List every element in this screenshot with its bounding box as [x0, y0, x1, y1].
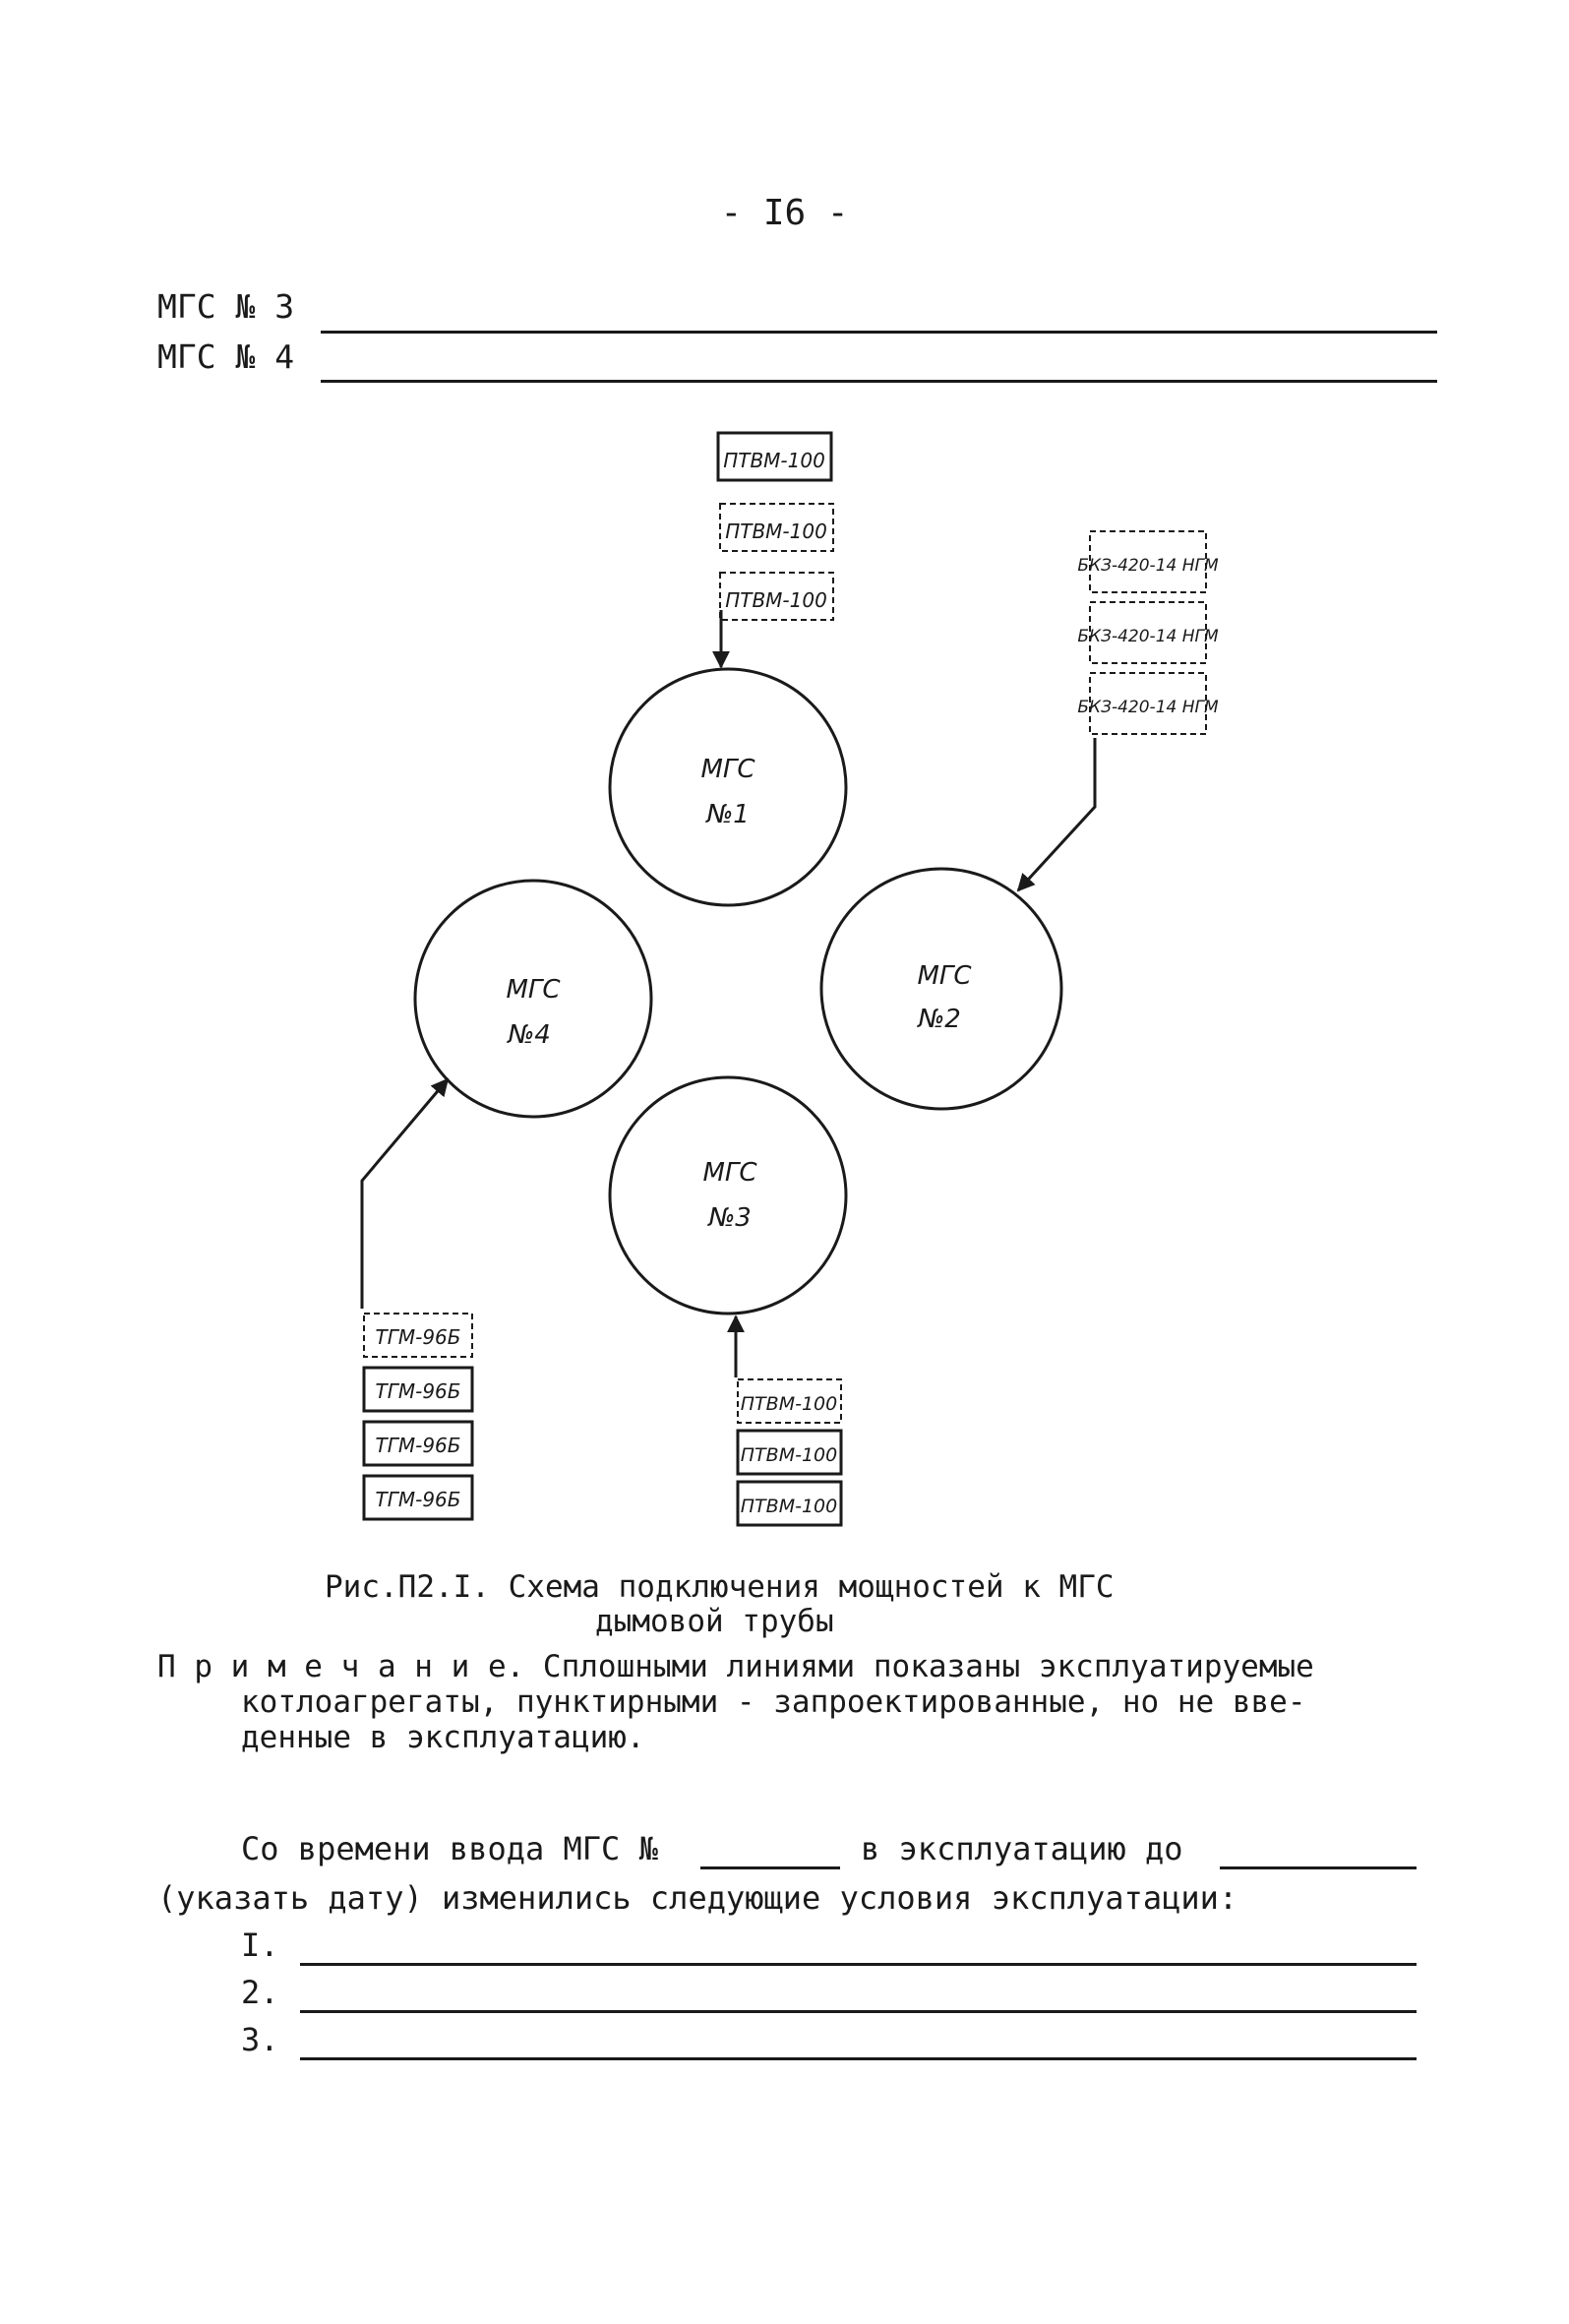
condition-item-3-number: 3.	[241, 2021, 279, 2058]
form-line2: (указать дату) изменились следующие условия эксплуатации:	[157, 1879, 1238, 1917]
station-mgs-3-number: №3	[708, 1203, 752, 1233]
boiler-label: ПТВМ-100	[740, 1393, 838, 1415]
figure-caption-line1: Рис.П2.I. Схема подключения мощностей к МГС	[325, 1569, 1115, 1605]
boiler-label: ТГМ-96Б	[375, 1379, 461, 1403]
header-field-label-mgs4: МГС № 4	[157, 337, 295, 376]
condition-item-2-number: 2.	[241, 1974, 279, 2011]
boiler-group-top	[718, 433, 833, 620]
mgs-number-field[interactable]	[700, 1866, 840, 1869]
station-mgs-4-number: №4	[508, 1020, 551, 1050]
boiler-label: ПТВМ-100	[740, 1496, 838, 1517]
boiler-label: ПТВМ-100	[725, 588, 827, 612]
date-field[interactable]	[1220, 1866, 1417, 1869]
condition-item-2-field[interactable]	[300, 2010, 1417, 2013]
station-mgs-2	[821, 869, 1061, 1109]
station-mgs-3	[610, 1077, 846, 1314]
boiler-group-right	[1077, 531, 1219, 734]
boiler-label: ПТВМ-100	[740, 1444, 838, 1466]
station-mgs-4-name: МГС	[506, 975, 561, 1005]
header-field-label-mgs3: МГС № 3	[157, 287, 295, 326]
boiler-label: БКЗ-420-14 НГМ	[1077, 556, 1219, 576]
boiler-label: ПТВМ-100	[725, 520, 827, 543]
note-line1: П р и м е ч а н и е. Сплошными линиями показаны эксплуатируемые	[157, 1649, 1314, 1684]
form-intro-start: Со времени ввода МГС №	[241, 1830, 658, 1867]
note-line2: котлоагрегаты, пунктирными - запроектированные, но не вве-	[241, 1684, 1306, 1720]
note-line3: денные в эксплуатацию.	[241, 1720, 645, 1755]
boiler-label: ТГМ-96Б	[375, 1325, 461, 1349]
boiler-label: ПТВМ-100	[723, 449, 825, 472]
condition-item-1-number: I.	[241, 1926, 279, 1964]
station-mgs-1	[610, 669, 846, 905]
figure-caption-line2: дымовой трубы	[595, 1604, 834, 1639]
condition-item-3-field[interactable]	[300, 2057, 1417, 2060]
station-mgs-4	[415, 881, 651, 1117]
boiler-label: БКЗ-420-14 НГМ	[1077, 698, 1219, 717]
station-mgs-2-number: №2	[918, 1005, 961, 1034]
station-mgs-1-name: МГС	[700, 755, 755, 784]
form-intro-mid: в эксплуатацию до	[861, 1830, 1183, 1867]
station-mgs-2-name: МГС	[917, 961, 972, 991]
condition-item-1-field[interactable]	[300, 1963, 1417, 1966]
station-mgs-1-number: №1	[706, 800, 750, 829]
connector-right-to-mgs-2	[1018, 738, 1095, 890]
boiler-label: ТГМ-96Б	[375, 1434, 461, 1457]
station-mgs-3-name: МГС	[702, 1158, 757, 1188]
boiler-label: БКЗ-420-14 НГМ	[1077, 627, 1219, 646]
connector-left-to-mgs-4	[362, 1079, 448, 1309]
boiler-group-bottom	[738, 1379, 841, 1525]
boiler-label: ТГМ-96Б	[375, 1488, 461, 1511]
page-number: - I6 -	[720, 193, 849, 233]
boiler-group-bottom-left	[364, 1314, 472, 1519]
